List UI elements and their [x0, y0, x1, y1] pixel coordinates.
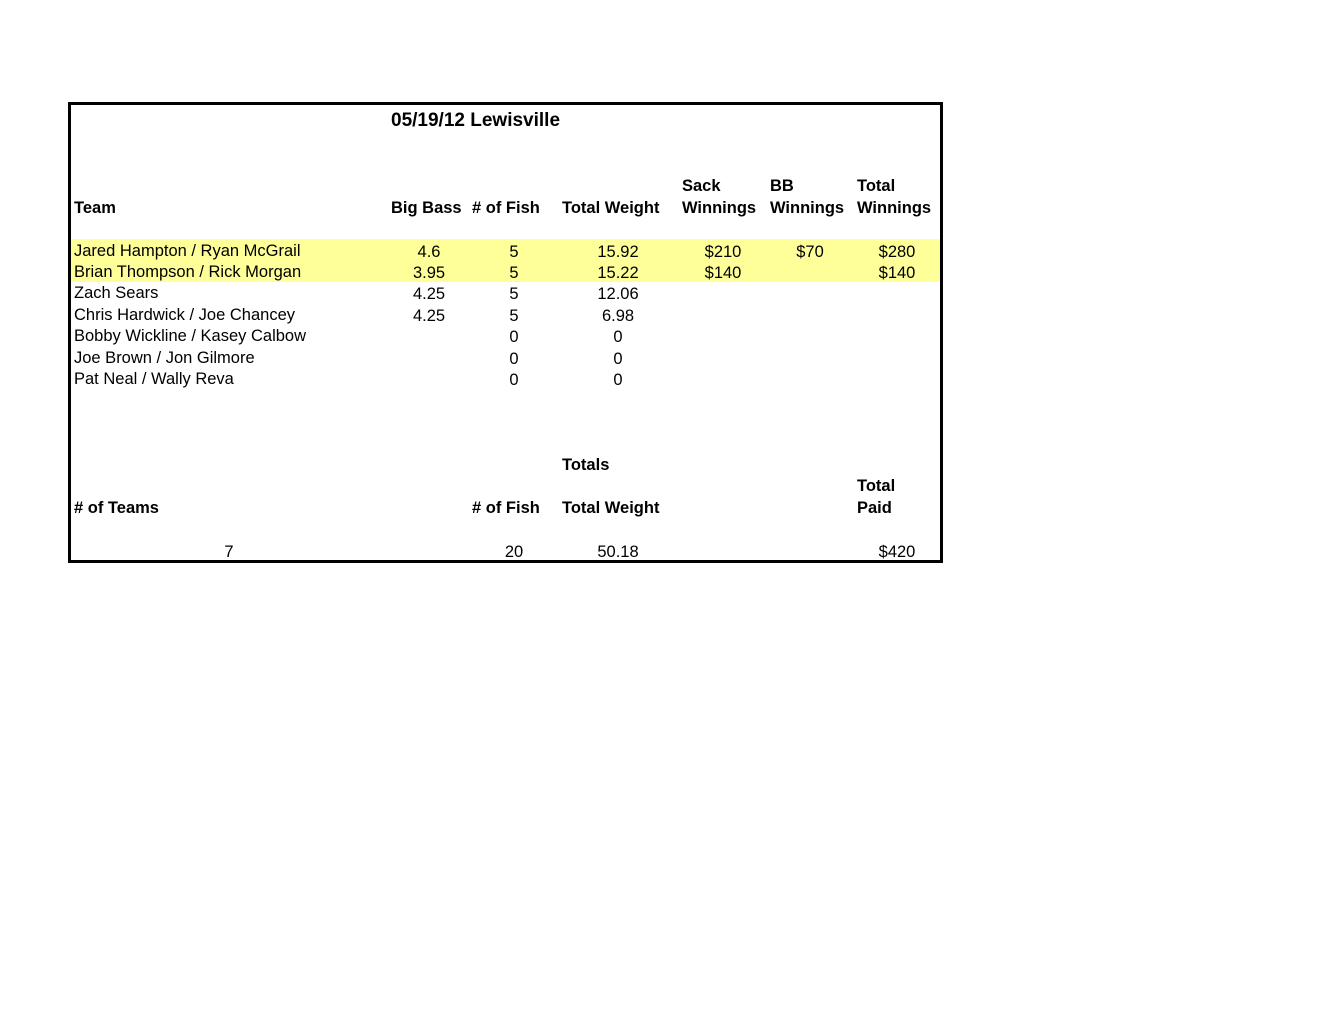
num-fish: 5	[509, 285, 519, 303]
bb-winnings: $70	[796, 243, 824, 261]
num-fish: 5	[509, 264, 519, 282]
totals-total-weight: 50.18	[597, 543, 639, 561]
big-bass: 3.95	[412, 264, 446, 282]
big-bass: 4.25	[412, 285, 446, 303]
totals-num-teams-label: # of Teams	[74, 499, 159, 517]
num-fish: 0	[509, 371, 519, 389]
header-bb-winnings-line2: Winnings	[770, 199, 845, 217]
header-sack-winnings-line1: Sack	[682, 177, 721, 195]
total-winnings: $140	[878, 264, 916, 282]
totals-total-weight-label: Total Weight	[562, 499, 660, 517]
team-name: Joe Brown / Jon Gilmore	[74, 349, 255, 367]
total-winnings: $280	[878, 243, 916, 261]
sheet-title: 05/19/12 Lewisville	[391, 110, 561, 131]
sack-winnings: $140	[704, 264, 742, 282]
total-weight: 15.22	[597, 264, 639, 282]
totals-num-teams: 7	[224, 543, 234, 561]
num-fish: 5	[509, 243, 519, 261]
total-weight: 0	[613, 371, 623, 389]
sack-winnings: $210	[704, 243, 742, 261]
team-name: Pat Neal / Wally Reva	[74, 370, 234, 388]
header-total-winnings-line1: Total	[857, 177, 896, 195]
totals-num-fish-label: # of Fish	[472, 499, 540, 517]
totals-total-paid-label-line1: Total	[857, 477, 896, 495]
totals-total-paid-label-line2: Paid	[857, 499, 892, 517]
total-weight: 0	[613, 350, 623, 368]
header-total-weight: Total Weight	[562, 199, 660, 217]
team-name: Zach Sears	[74, 284, 159, 302]
total-weight: 15.92	[597, 243, 639, 261]
total-weight: 0	[613, 328, 623, 346]
team-name: Jared Hampton / Ryan McGrail	[74, 242, 301, 260]
header-total-winnings-line2: Winnings	[857, 199, 932, 217]
header-big-bass: Big Bass	[391, 199, 462, 217]
team-name: Chris Hardwick / Joe Chancey	[74, 306, 295, 324]
team-name: Brian Thompson / Rick Morgan	[74, 263, 302, 281]
header-sack-winnings-line2: Winnings	[682, 199, 757, 217]
total-weight: 6.98	[601, 307, 635, 325]
header-bb-winnings-line1: BB	[770, 177, 794, 195]
total-weight: 12.06	[597, 285, 639, 303]
header-num-fish: # of Fish	[472, 199, 540, 217]
header-team: Team	[74, 199, 116, 217]
totals-num-fish: 20	[504, 543, 524, 561]
totals-label: Totals	[562, 456, 610, 474]
big-bass: 4.6	[417, 243, 441, 261]
num-fish: 5	[509, 307, 519, 325]
num-fish: 0	[509, 328, 519, 346]
results-sheet	[68, 102, 943, 563]
big-bass: 4.25	[412, 307, 446, 325]
totals-total-paid: $420	[878, 543, 916, 561]
team-name: Bobby Wickline / Kasey Calbow	[74, 327, 307, 345]
num-fish: 0	[509, 350, 519, 368]
